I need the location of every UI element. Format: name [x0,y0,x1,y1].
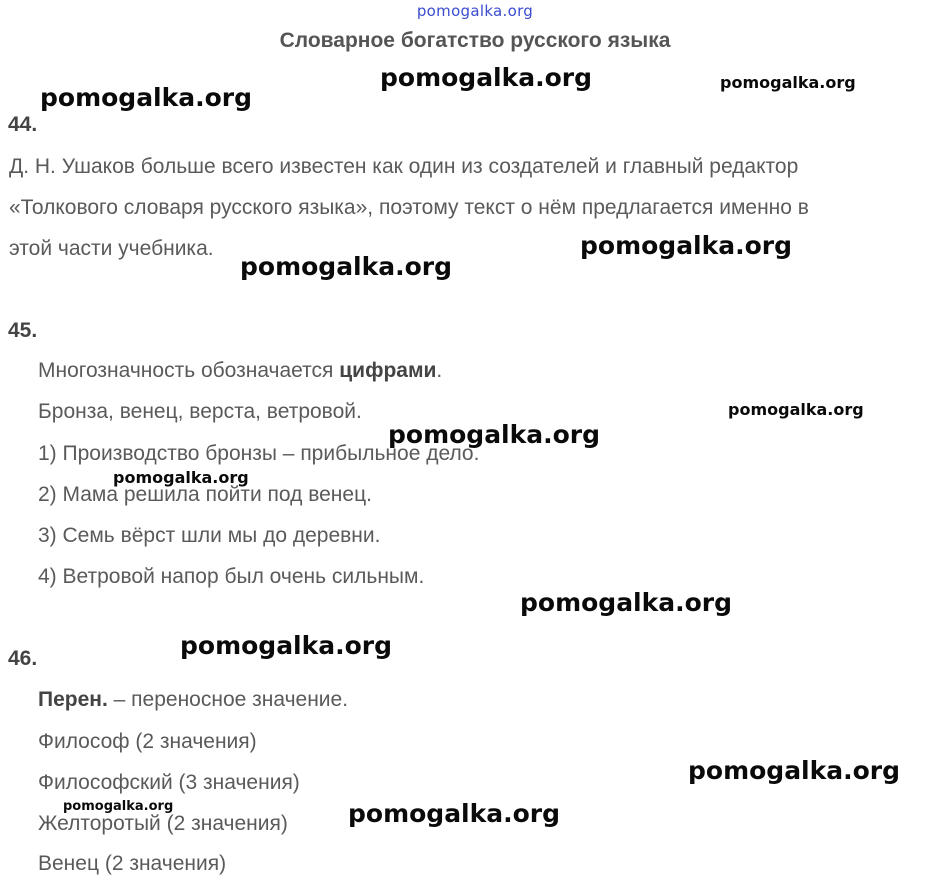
task-45-words: Бронза, венец, верста, ветровой. [38,400,362,423]
task-45-intro-suffix: . [436,359,443,382]
task-45-sentence-2: 2) Мама решила пойти под венец. [38,483,372,506]
watermark: pomogalka.org [688,756,901,785]
task-46-abbr [38,688,348,712]
task-45-sentence-1: 1) Производство бронзы – прибыльное дело. [38,442,480,465]
page-title: Словарное богатство русского языка [279,29,671,52]
task-44-line-3: этой части учебника. [9,237,214,260]
task-45-intro-prefix: Многозначность обозначается [38,359,340,382]
task-45-sentence-4: 4) Ветровой напор был очень сильным. [38,565,425,588]
watermark: pomogalka.org [113,468,249,487]
task-46-item-3: Желторотый (2 значения) [38,812,288,835]
watermark: pomogalka.org [728,400,864,419]
task-45-number: 45. [8,319,38,342]
task-44-line-2: «Толкового словаря русского языка», поэтому текст о нём предлагается именно в [9,196,809,219]
watermark: pomogalka.org [63,799,174,814]
task-45-intro [38,359,442,383]
site-watermark-top: pomogalka.org [416,2,534,20]
task-46-abbr-rest: – переносное значение. [107,688,349,711]
watermark: pomogalka.org [348,799,561,828]
watermark: pomogalka.org [40,83,253,112]
task-46-item-1: Философ (2 значения) [38,730,257,753]
task-46-number: 46. [8,647,38,670]
task-46-abbr-bold: Перен. [38,688,108,711]
watermark: pomogalka.org [380,63,593,92]
watermark: pomogalka.org [580,231,793,260]
task-46-item-4: Венец (2 значения) [38,852,227,875]
task-44-number: 44. [8,113,38,136]
task-45-sentence-3: 3) Семь вёрст шли мы до деревни. [38,524,381,547]
watermark: pomogalka.org [180,631,393,660]
watermark: pomogalka.org [388,420,601,449]
watermark: pomogalka.org [240,252,453,281]
watermark: pomogalka.org [720,73,856,92]
task-45-intro-bold: цифрами [339,359,437,382]
watermark: pomogalka.org [520,588,733,617]
task-46-item-2: Философский (3 значения) [38,771,300,794]
task-44-line-1: Д. Н. Ушаков больше всего известен как один из создателей и главный редактор [9,155,799,178]
